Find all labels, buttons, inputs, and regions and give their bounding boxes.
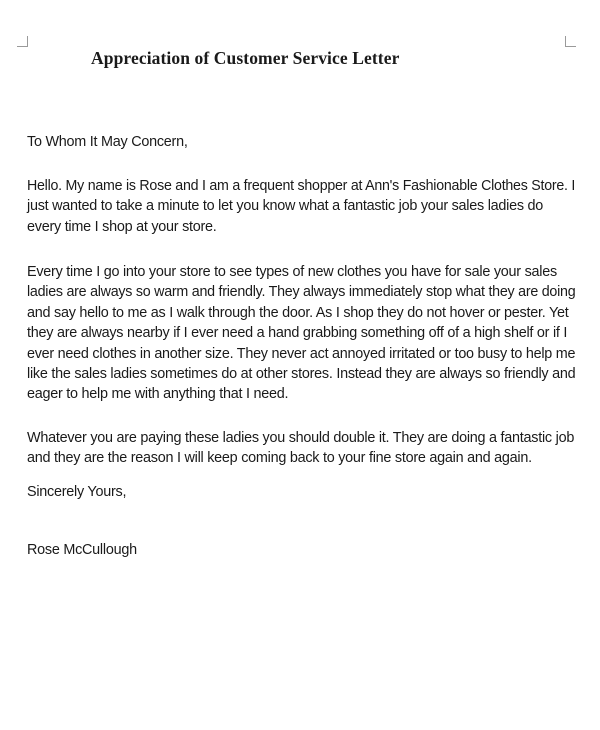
paragraph-line: and they are the reason I will keep coming back to your fine store again and again. <box>27 450 532 467</box>
paragraph-line: and say hello to me as I walk through the door. As I shop they do not hover or pester. Yet <box>27 304 569 321</box>
paragraph-3 <box>27 428 575 469</box>
paragraph-2 <box>27 262 576 405</box>
paragraph-1 <box>27 176 576 237</box>
paragraph-line: ladies are always so warm and friendly. They always immediately stop what they are doing <box>27 284 576 301</box>
paragraph-line: just wanted to take a minute to let you know what a fantastic job your sales ladies do <box>27 198 544 215</box>
closing-line: Sincerely Yours, <box>27 484 127 500</box>
salutation-line: To Whom It May Concern, <box>27 134 188 150</box>
paragraph-line: eager to help me with anything that I need. <box>27 386 289 403</box>
paragraph-line: Every time I go into your store to see types of new clothes you have for sale your sales <box>27 264 557 280</box>
signature <box>27 540 567 560</box>
paragraph-line: Hello. My name is Rose and I am a frequent shopper at Ann's Fashionable Clothes Store. I <box>27 178 576 194</box>
paragraph-line: ever need clothes in another size. They never act annoyed irritated or too busy to help me <box>27 345 576 362</box>
salutation <box>27 132 567 152</box>
crop-mark-top-left <box>17 36 28 47</box>
paragraph-line: every time I shop at your store. <box>27 218 217 235</box>
paragraph-line: like the sales ladies sometimes do at other stores. Instead they are always so friendly and <box>27 366 576 383</box>
letter-title: Appreciation of Customer Service Letter <box>91 48 400 68</box>
crop-mark-top-right <box>565 36 576 47</box>
closing <box>27 482 567 502</box>
signature-name: Rose McCullough <box>27 542 137 558</box>
paragraph-line: they are always nearby if I ever need a hand grabbing something off of a high shelf or if I <box>27 325 568 342</box>
paragraph-line: Whatever you are paying these ladies you should double it. They are doing a fantastic job <box>27 430 575 446</box>
